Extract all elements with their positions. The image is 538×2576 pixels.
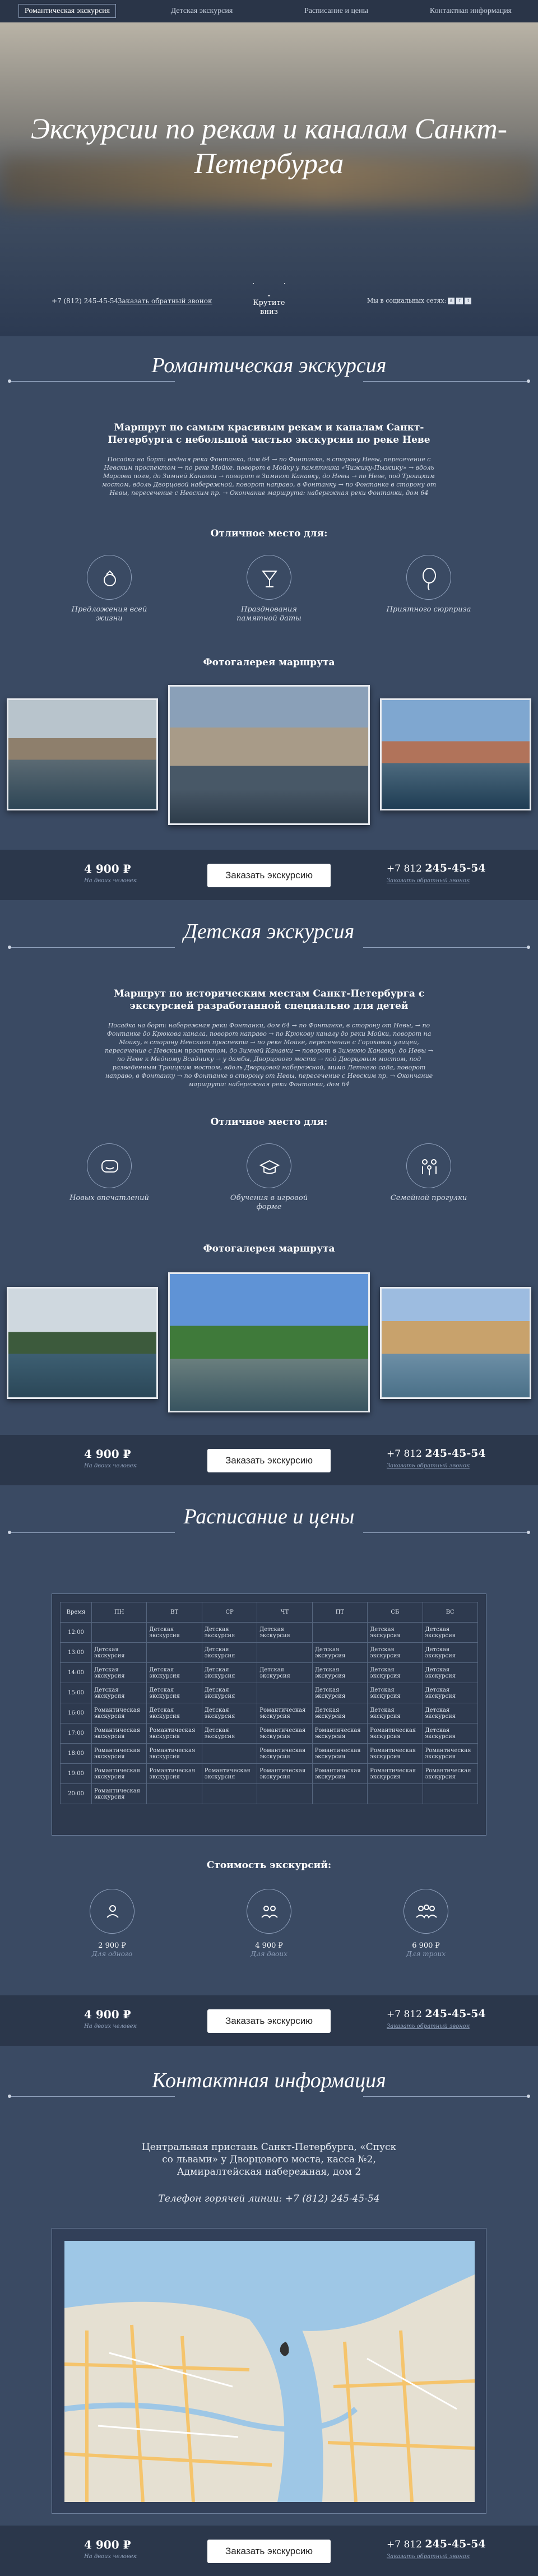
order-strip [0, 2526, 538, 2576]
hero-phone: +7 (812) 245-45-54 [52, 297, 119, 305]
hero-title: Экскурсии по рекам и каналам Санкт-Петербурга [30, 113, 508, 180]
price: 4 900 ₽ [84, 2538, 131, 2551]
order-strip [0, 850, 538, 900]
schedule-day: СБ [368, 1602, 423, 1623]
schedule-cell [257, 1683, 312, 1703]
divider-dot [527, 2095, 530, 2098]
schedule-time: 16:00 [61, 1703, 92, 1723]
scroll-label: Крутите вниз [253, 299, 285, 316]
schedule-cell[interactable]: Романтическая экскурсия [147, 1723, 202, 1744]
hotline: Телефон горячей линии: +7 (812) 245-45-54 [158, 2193, 380, 2204]
contacts-title: Контактная информация [152, 2069, 386, 2092]
top-nav [0, 0, 538, 22]
schedule-cell[interactable]: Детская экскурсия [147, 1683, 202, 1703]
schedule-time: 17:00 [61, 1723, 92, 1744]
kids-route: Посадка на борт: набережная реки Фонтанки, дом 64 → по Фонтанке, в сторону от Невы, → по Фонтанке до Крюкова канала, поворот направо → по Крюкову каналу до реки Мойки, поворот на Мойку, в сторону Невского проспекта → по реке Мойке, пересечение с Гороховой улицей, пересечение с Невским проспектом, до Зимней Канавки → поворот в Зимнюю Канавку, до Невы → по Неве к Медному Всаднику → у дамбы, Дворцового моста → под Дворцовым мостом, под разведенным Троицким мостом, вдоль Дворцовой набережной, мимо Летнего сада, поворот направо, в Фонтанку → по Фонтанке в сторону от Невы, пересечение с Невским пр. → Окончание маршрута: набережная реки Фонтанки, дом 64 [105, 1022, 433, 1088]
price-value: 6 900 ₽ [412, 1942, 440, 1950]
divider [363, 1532, 529, 1533]
price-note: На двоих человек [84, 1463, 137, 1469]
schedule-cell[interactable]: Романтическая экскурсия [92, 1744, 147, 1764]
schedule-table [52, 1593, 486, 1836]
callback-link[interactable]: Заказать обратный звонок [387, 878, 470, 884]
ring-icon [87, 555, 132, 600]
gallery-label: Фотогалерея маршрута [203, 657, 335, 668]
schedule-cell[interactable]: Детская экскурсия [92, 1643, 147, 1663]
schedule-cell [257, 1643, 312, 1663]
schedule-cell [147, 1643, 202, 1663]
schedule-time: 19:00 [61, 1764, 92, 1784]
schedule-row [61, 1703, 478, 1723]
social-label: Мы в социальных сетях: [367, 297, 447, 304]
schedule-time: 12:00 [61, 1623, 92, 1643]
schedule-cell[interactable]: Детская экскурсия [423, 1623, 477, 1643]
schedule-cell[interactable]: Детская экскурсия [92, 1663, 147, 1683]
schedule-row [61, 1623, 478, 1643]
schedule-cell[interactable]: Романтическая экскурсия [92, 1784, 147, 1804]
schedule-cell[interactable]: Детская экскурсия [312, 1643, 367, 1663]
price-value: 4 900 ₽ [255, 1942, 283, 1950]
phone-prefix: +7 812 [387, 1448, 422, 1460]
three-persons-icon [404, 1889, 448, 1934]
feature-proposal [64, 555, 154, 623]
schedule-time: 15:00 [61, 1683, 92, 1703]
schedule-cell[interactable]: Романтическая экскурсия [92, 1703, 147, 1723]
schedule-cell [368, 1784, 423, 1804]
schedule-row [61, 1723, 478, 1744]
schedule-cell[interactable]: Романтическая экскурсия [92, 1764, 147, 1784]
cocktail-icon [247, 555, 291, 600]
schedule-cell[interactable]: Детская экскурсия [423, 1643, 477, 1663]
schedule-cell [202, 1784, 257, 1804]
schedule-row [61, 1784, 478, 1804]
schedule-row [61, 1683, 478, 1703]
romantic-route: Посадка на борт: водная река Фонтанка, дом 64 → по Фонтанке, в сторону Невы, пересечение с Невским проспектом → по реке Мойке, поворот в Мойку у памятника «Чижику-Пыжику» → вдоль Марсова поля, до Зимней Канавки → поворот в Зимнюю Канавку, до Невы → по Неве, под Троицким мостом, вдоль Дворцовой набережной, поворот направо, в Фонтанку → по Фонтанке в сторону от Невы, пересечение с Невским пр. → Окончание маршрута: набережная реки Фонтанки, дом 64 [101, 456, 437, 497]
divider [9, 1532, 175, 1533]
schedule-cell[interactable]: Романтическая экскурсия [368, 1764, 423, 1784]
price-note: На двоих человек [84, 878, 137, 884]
gallery-photo[interactable] [7, 1287, 158, 1399]
gallery-photo[interactable] [380, 698, 531, 810]
schedule-cell[interactable]: Романтическая экскурсия [312, 1723, 367, 1744]
schedule-time: 20:00 [61, 1784, 92, 1804]
divider [9, 947, 175, 948]
phone-number: 245-45-54 [425, 862, 486, 874]
schedule-cell[interactable]: Романтическая экскурсия [368, 1744, 423, 1764]
schedule-day: ВТ [147, 1602, 202, 1623]
schedule-cell[interactable]: Романтическая экскурсия [147, 1764, 202, 1784]
schedule-cell[interactable]: Детская экскурсия [147, 1663, 202, 1683]
schedule-cell[interactable]: Романтическая экскурсия [257, 1723, 312, 1744]
smile-icon [87, 1143, 132, 1188]
price-one [70, 1889, 154, 1958]
schedule-cell[interactable]: Детская экскурсия [257, 1623, 312, 1643]
price-note: Для троих [406, 1950, 446, 1958]
schedule-cell[interactable]: Детская экскурсия [423, 1723, 477, 1744]
schedule-row [61, 1663, 478, 1683]
schedule-cell[interactable]: Детская экскурсия [202, 1683, 257, 1703]
schedule-cell [92, 1623, 147, 1643]
schedule-day: ПТ [312, 1602, 367, 1623]
schedule-cell[interactable]: Детская экскурсия [368, 1623, 423, 1643]
phone [387, 862, 486, 874]
phone-prefix: +7 812 [387, 2009, 422, 2020]
order-strip [0, 1995, 538, 2046]
schedule-cell [257, 1784, 312, 1804]
divider-dot [527, 379, 530, 383]
schedule-cell[interactable]: Романтическая экскурсия [257, 1764, 312, 1784]
schedule-cell[interactable]: Детская экскурсия [423, 1703, 477, 1723]
feature-label: Семейной прогулки [390, 1194, 467, 1202]
divider [363, 2096, 529, 2097]
callback-link[interactable]: Заказать обратный звонок [387, 2023, 470, 2030]
schedule-cell[interactable]: Романтическая экскурсия [92, 1723, 147, 1744]
schedule-cell[interactable]: Детская экскурсия [312, 1703, 367, 1723]
schedule-header [61, 1602, 478, 1623]
graduation-cap-icon [247, 1143, 291, 1188]
schedule-cell[interactable]: Романтическая экскурсия [257, 1703, 312, 1723]
kids-subtitle: Маршрут по историческим местам Санкт-Петербурга с экскурсией разработанной специально для детей [113, 988, 425, 1012]
schedule-grid [60, 1602, 478, 1804]
map-frame [52, 2228, 486, 2514]
chevron-down-icon [253, 283, 285, 296]
schedule-cell[interactable]: Романтическая экскурсия [202, 1764, 257, 1784]
phone-prefix: +7 812 [387, 2539, 422, 2550]
balloon-icon [406, 555, 451, 600]
schedule-row [61, 1764, 478, 1784]
order-button[interactable]: Заказать экскурсию [207, 2540, 331, 2563]
schedule-cell [202, 1744, 257, 1764]
phone [387, 2008, 486, 2020]
callback-link[interactable]: Заказать обратный звонок [387, 2554, 470, 2560]
scroll-down-button[interactable] [247, 283, 291, 317]
schedule-day: СР [202, 1602, 257, 1623]
divider-dot [527, 946, 530, 949]
gallery-photo-main[interactable] [168, 685, 370, 825]
divider [363, 947, 529, 948]
nav-item-contacts[interactable]: Контактная информация [429, 7, 512, 15]
schedule-day: ВС [423, 1602, 477, 1623]
cost-label: Стоимость экскурсий: [206, 1860, 332, 1871]
divider-dot [8, 379, 11, 383]
schedule-day: ПН [92, 1602, 147, 1623]
phone [387, 1447, 486, 1460]
schedule-cell [312, 1623, 367, 1643]
order-button[interactable]: Заказать экскурсию [207, 2009, 331, 2033]
schedule-cell[interactable]: Детская экскурсия [92, 1683, 147, 1703]
schedule-cell[interactable]: Детская экскурсия [202, 1703, 257, 1723]
schedule-cell[interactable]: Романтическая экскурсия [147, 1744, 202, 1764]
order-button[interactable]: Заказать экскурсию [207, 1449, 331, 1472]
schedule-row [61, 1643, 478, 1663]
person-icon [90, 1889, 134, 1934]
kids-title: Детская экскурсия [183, 920, 355, 943]
callback-link[interactable]: Заказать обратный звонок [118, 297, 212, 305]
divider-dot [8, 2095, 11, 2098]
map-graphic [64, 2241, 475, 2502]
schedule-time: 18:00 [61, 1744, 92, 1764]
feature-label: Предложения всей жизни [71, 605, 147, 623]
price-two [227, 1889, 311, 1958]
nav-item-label: Романтическая экскурсия [18, 4, 116, 18]
schedule-cell[interactable]: Детская экскурсия [368, 1663, 423, 1683]
nav-item-schedule[interactable]: Расписание и цены [304, 7, 369, 15]
feature-impressions [64, 1143, 154, 1203]
schedule-day: ЧТ [257, 1602, 312, 1623]
phone-number: 245-45-54 [425, 2538, 486, 2550]
schedule-cell[interactable]: Детская экскурсия [202, 1623, 257, 1643]
price: 4 900 ₽ [84, 1447, 131, 1461]
price-note: На двоих человек [84, 2554, 137, 2560]
schedule-cell[interactable]: Детская экскурсия [368, 1643, 423, 1663]
good-for-label: Отличное место для: [210, 1116, 328, 1128]
schedule-cell[interactable]: Романтическая экскурсия [368, 1723, 423, 1744]
schedule-cell[interactable]: Романтическая экскурсия [312, 1764, 367, 1784]
schedule-cell[interactable]: Детская экскурсия [202, 1723, 257, 1744]
schedule-cell[interactable]: Детская экскурсия [368, 1703, 423, 1723]
hero [0, 22, 538, 336]
schedule-time: 13:00 [61, 1643, 92, 1663]
schedule-cell[interactable]: Романтическая экскурсия [257, 1744, 312, 1764]
schedule-cell [423, 1784, 477, 1804]
divider-dot [8, 1531, 11, 1534]
feature-surprise [384, 555, 474, 614]
divider [9, 381, 175, 382]
feature-celebration [224, 555, 314, 623]
feature-label: Приятного сюрприза [386, 605, 471, 614]
schedule-cell[interactable]: Детская экскурсия [202, 1663, 257, 1683]
schedule-row [61, 1744, 478, 1764]
schedule-cell[interactable]: Детская экскурсия [312, 1683, 367, 1703]
romantic-subtitle: Маршрут по самым красивым рекам и каналам Санкт-Петербурга с небольшой частью экскурсии по реке Неве [108, 422, 430, 446]
phone [387, 2538, 486, 2550]
phone-prefix: +7 812 [387, 863, 422, 874]
schedule-cell [312, 1784, 367, 1804]
map[interactable] [64, 2241, 475, 2502]
phone-number: 245-45-54 [425, 1447, 486, 1460]
schedule-cell[interactable]: Детская экскурсия [423, 1663, 477, 1683]
feature-learning [224, 1143, 314, 1212]
schedule-day: Время [61, 1602, 92, 1623]
price-value: 2 900 ₽ [98, 1942, 126, 1950]
feature-family [384, 1143, 474, 1203]
schedule-cell[interactable]: Детская экскурсия [147, 1703, 202, 1723]
address: Центральная пристань Санкт-Петербурга, «Спуск со львами» у Дворцового моста, касса №2, Адмиралтейская набережная, дом 2 [141, 2142, 397, 2177]
good-for-label: Отличное место для: [210, 528, 328, 539]
divider [363, 381, 529, 382]
order-button[interactable]: Заказать экскурсию [207, 864, 331, 887]
price-note: Для двоих [251, 1950, 287, 1958]
price-note: На двоих человек [84, 2023, 137, 2030]
schedule-cell [147, 1784, 202, 1804]
romantic-title: Романтическая экскурсия [151, 354, 387, 377]
callback-link[interactable]: Заказать обратный звонок [387, 1463, 470, 1469]
schedule-cell[interactable]: Детская экскурсия [202, 1643, 257, 1663]
schedule-cell[interactable]: Романтическая экскурсия [423, 1764, 477, 1784]
schedule-cell[interactable]: Романтическая экскурсия [423, 1744, 477, 1764]
fb-icon[interactable]: f [456, 298, 463, 304]
price-three [384, 1889, 468, 1958]
phone-number: 245-45-54 [425, 2008, 486, 2020]
schedule-title: Расписание и цены [183, 1505, 355, 1528]
schedule-cell[interactable]: Детская экскурсия [147, 1623, 202, 1643]
social-block [367, 297, 471, 304]
nav-item-kids[interactable]: Детская экскурсия [170, 7, 233, 15]
feature-label: Новых впечатлений [69, 1194, 149, 1202]
schedule-time: 14:00 [61, 1663, 92, 1683]
feature-label: Обучения в игровой форме [230, 1194, 308, 1211]
tw-icon[interactable]: t [465, 298, 471, 304]
price: 4 900 ₽ [84, 2008, 131, 2021]
order-strip [0, 1435, 538, 1485]
family-icon [406, 1143, 451, 1188]
gallery-label: Фотогалерея маршрута [203, 1243, 335, 1254]
divider-dot [527, 1531, 530, 1534]
vk-icon[interactable]: в [448, 298, 454, 304]
schedule-cell[interactable]: Романтическая экскурсия [312, 1744, 367, 1764]
nav-item-romantic[interactable] [0, 7, 134, 16]
divider [9, 2096, 175, 2097]
gallery-photo[interactable] [7, 698, 158, 810]
gallery-photo-main[interactable] [168, 1272, 370, 1412]
gallery-photo[interactable] [380, 1287, 531, 1399]
price: 4 900 ₽ [84, 862, 131, 875]
price-note: Для одного [91, 1950, 133, 1958]
schedule-cell[interactable]: Детская экскурсия [423, 1683, 477, 1703]
two-persons-icon [247, 1889, 291, 1934]
schedule-cell[interactable]: Детская экскурсия [257, 1663, 312, 1683]
feature-label: Празднования памятной даты [236, 605, 302, 623]
divider-dot [8, 946, 11, 949]
schedule-cell[interactable]: Детская экскурсия [368, 1683, 423, 1703]
schedule-cell[interactable]: Детская экскурсия [312, 1663, 367, 1683]
